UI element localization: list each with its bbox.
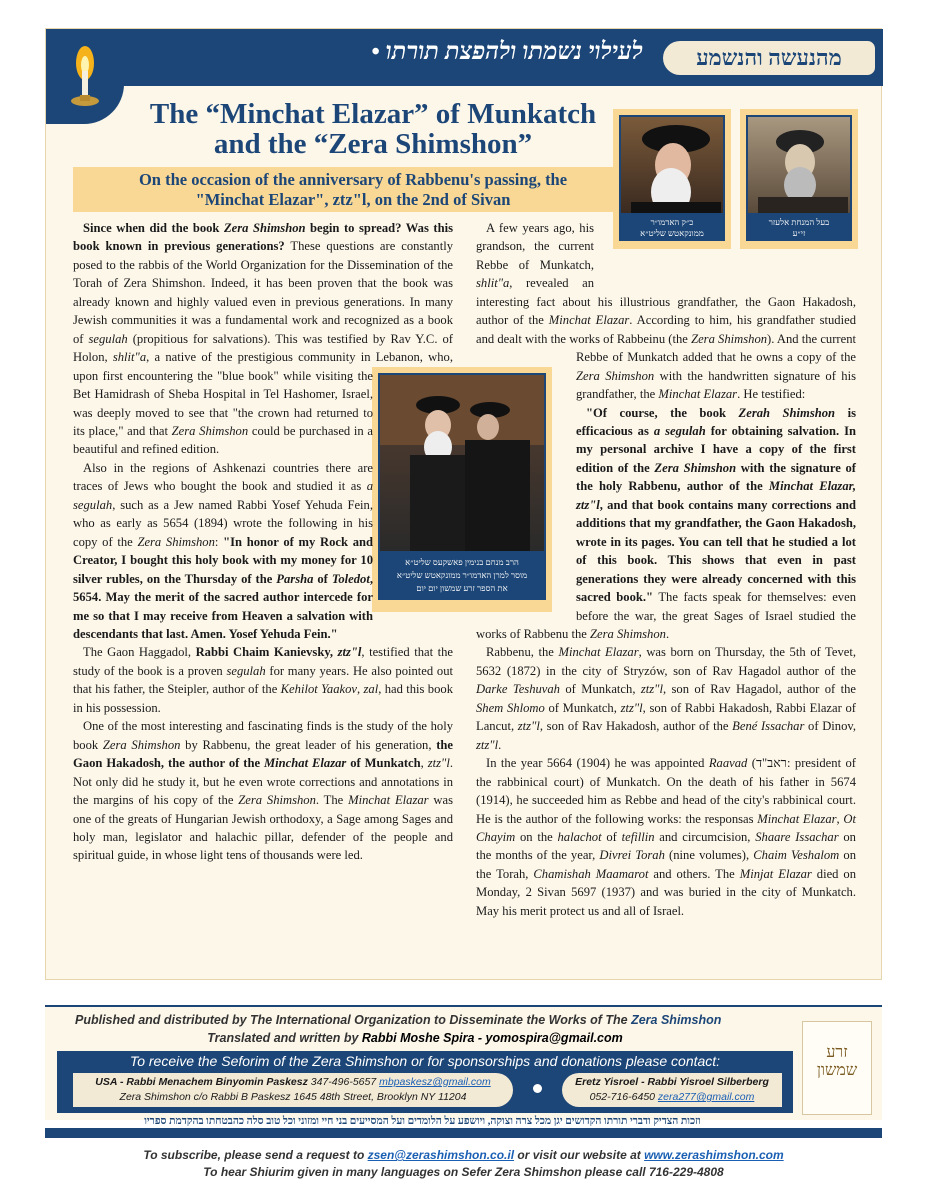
- text-run: with the signature of the holy Rabbenu, author of the: [576, 460, 857, 494]
- text-run: Also in the regions of Ashkenazi countries there are traces of Jews who bought the book and studied it as: [73, 460, 373, 494]
- text-run: Zera Shimshon: [102, 737, 181, 752]
- article-paragraph: [73, 643, 453, 717]
- article-paragraph: [476, 754, 856, 920]
- text-run: Minchat Elazar: [558, 645, 639, 660]
- text-run: , son of Rabbi Hakadosh, Rabbi Elazar of Lancut,: [476, 700, 856, 734]
- hebrew-title: לעילוי נשמתו ולהפצת תורתו •: [371, 39, 643, 65]
- text-run: for many years. He also pointed out that his father, the Steipler, author of the: [73, 663, 453, 697]
- title-line: The “Minchat Elazar” of Munkatch: [149, 98, 597, 130]
- newsletter-page: [45, 28, 882, 980]
- website-link[interactable]: www.zerashimshon.com: [644, 1148, 784, 1162]
- candle-icon: [68, 43, 102, 113]
- text-run: Minchat Elazar: [548, 313, 630, 328]
- rebbe-photo: [619, 115, 725, 215]
- text-run: .: [665, 626, 670, 641]
- text-run: shlit"a: [476, 276, 510, 291]
- usa-address: Zera Shimshon c/o Rabbi B Paskesz 1645 48th Street, Brooklyn NY 11204: [119, 1091, 467, 1103]
- zera-shimshon-logo: זרע שמשון: [802, 1021, 872, 1115]
- photo-caption: כ״ק האדמו״ר ממונקאטש שליט״א: [619, 215, 725, 241]
- text-run: In the year 5664 (1904) he was appointed: [486, 756, 709, 771]
- text-run: ,: [836, 811, 844, 826]
- text-run: ztz"l: [517, 719, 540, 734]
- text-run: and circumcision,: [654, 829, 756, 844]
- publisher-line: Published and distributed by The International Organization to Disseminate the Works of The Zera Shimshon: [75, 1013, 722, 1027]
- separator-dot: [533, 1084, 542, 1093]
- subscribe-line: To subscribe, please send a request to zsen@zerashimshon.co.il or visit our website at www.zerashimshon.com: [143, 1148, 784, 1162]
- text-run: on the months of the year,: [476, 829, 856, 863]
- text-run: Divrei Torah: [599, 848, 665, 863]
- footer: [45, 1005, 882, 1127]
- text-run: died on Monday, 2 Sivan 5697 (1937) and was buried in the city of Munkatch. May his merit protect us and all of Israel.: [476, 866, 857, 918]
- text-run: , son of Rav Hakadosh, author of the: [539, 719, 733, 734]
- subtitle-line: On the occasion of the anniversary of Rabbenu's passing, the: [138, 170, 568, 189]
- text-run: with the handwritten signature of his grandfather, the: [576, 368, 857, 402]
- text-run: Minchat Elazar: [263, 756, 347, 771]
- text-run: was one of the greats of Hungarian Jewish orthodoxy, a Sage among Sages and holy man, legislator and halachic pillar, defender of the people and spiritual guide, in whose light tens of thousands were led.: [73, 793, 453, 863]
- text-run: Zera Shimshon: [238, 793, 316, 808]
- text-run: Parsha: [276, 571, 314, 586]
- text-run: Zera Shimshon: [654, 460, 737, 475]
- text-run: , revealed an interesting fact about his illustrious grandfather, the Gaon Hakadosh, author of the: [476, 276, 856, 328]
- text-run: These questions are constantly posed to the rabbis of the World Organization for the Dissemination of the Torah of Zera Shimshon. Indeed, it has been proven that the book was already known and highly valued even in previous generations. In many Jewish communities it was a fundamental work and recognized as a book of: [73, 239, 453, 346]
- text-run: begin to spread? Was this book known in previous generations?: [73, 221, 453, 254]
- article-title: [138, 99, 608, 159]
- subtitle-line: "Minchat Elazar", ztz"l, on the 2nd of Sivan: [195, 190, 511, 209]
- text-run: , had this book in his possession.: [73, 682, 453, 715]
- footer-bar: [45, 1128, 882, 1138]
- title-line: and the “Zera Shimshon”: [213, 128, 533, 160]
- text-run: Bené Issachar: [732, 719, 805, 734]
- text-run: on the Torah,: [476, 848, 857, 881]
- text-run: Since when did the book: [83, 221, 224, 235]
- text-run: Minjat Elazar: [739, 866, 812, 881]
- text-run: on the: [515, 829, 558, 844]
- text-run: tefillin: [621, 829, 655, 844]
- text-run: could be purchased in a beautiful and refined edition.: [73, 423, 374, 457]
- text-run: is efficacious as: [576, 405, 856, 438]
- text-run: . Not only did he study it, but he even wrote corrections and annotations in the margins of his copy of the: [73, 756, 453, 808]
- text-run: halachot: [557, 829, 602, 844]
- text-run: ztz"l: [620, 700, 643, 715]
- text-run: Kehilot Yaakov: [280, 682, 358, 697]
- israel-email-link[interactable]: zera277@gmail.com: [657, 1091, 755, 1103]
- text-run: a segulah: [73, 479, 373, 512]
- shiurim-line: To hear Shiurim given in many languages on Sefer Zera Shimshon please call 716-229-4808: [203, 1165, 724, 1179]
- header-bar: [46, 29, 883, 86]
- text-run: Zera Shimshon: [590, 626, 666, 641]
- article-paragraph: [73, 717, 453, 865]
- text-run: Shem Shlomo: [476, 700, 545, 715]
- text-run: (propitious for salvations). This was testified by Rav Y.C. of Holon,: [73, 331, 453, 365]
- photo-caption: הרב מנחם בנימין פאשקעס שליט״א מוסר למרן האדמו״ר ממונקאטש שליט״א את הספר זרע שמשון יום יום: [378, 553, 546, 600]
- text-run: ,: [357, 682, 364, 697]
- text-run: Zera Shimshon: [223, 221, 306, 235]
- text-run: Minchat Elazar: [348, 793, 429, 808]
- text-run: Minchat Elazar: [757, 811, 837, 826]
- text-run: segulah: [226, 663, 266, 678]
- usa-email-link[interactable]: mbpaskesz@gmail.com: [379, 1076, 491, 1088]
- translator-line: Translated and written by Rabbi Moshe Spira - yomospira@gmail.com: [207, 1031, 623, 1045]
- text-run: Zera Shimshon: [171, 423, 249, 438]
- text-run: (ראב"ד: president of the rabbinical court) of Munkatch. On the death of his father in 5674 (1914), he succeeded him as Rebbe and head of the city's rabbinical court. He is the author of the following works: the responsas: [476, 756, 856, 826]
- text-run: of Munkatch,: [544, 700, 621, 715]
- text-run: (nine volumes),: [664, 848, 754, 863]
- text-run: , son of Rav Hagadol, author of the: [662, 682, 856, 697]
- text-run: ztz"l: [640, 682, 663, 697]
- text-run: The facts speak for themselves: even before the war, the great Sages of Israel studied the works of Rabbenu the: [476, 590, 856, 641]
- text-run: Chaim Veshalom: [753, 848, 840, 863]
- text-run: and others. The: [648, 866, 740, 881]
- contact-band: [57, 1051, 793, 1113]
- text-run: :: [214, 534, 224, 549]
- text-run: . According to him, his grandfather studied and dealt with the works of Rabbeinu (the: [476, 313, 856, 346]
- text-run: "Of course, the book: [586, 405, 739, 420]
- text-run: Toledot: [331, 571, 370, 586]
- photo-caption: בעל המנחת אלעזר זי״ע: [746, 215, 852, 241]
- subscribe-email-link[interactable]: zsen@zerashimshon.co.il: [367, 1148, 515, 1162]
- text-run: .: [498, 737, 502, 752]
- israel-contact: Eretz Yisroel - Rabbi Yisroel Silberberg 052-716-6450 zera277@gmail.com: [562, 1073, 782, 1107]
- text-run: by Rabbenu, the great leader of his generation,: [180, 737, 437, 752]
- text-run: the Gaon Hakadosh, the author of the: [73, 737, 454, 771]
- contact-heading: To receive the Seforim of the Zera Shimshon or for sponsorships and donations please contact:: [129, 1053, 721, 1069]
- text-run: One of the most interesting and fascinating finds is the study of the holy book: [73, 719, 453, 752]
- article-subtitle: [73, 167, 633, 212]
- text-run: ,: [420, 756, 428, 771]
- text-run: Chamishah Maamarot: [533, 866, 649, 881]
- usa-contact: USA - Rabbi Menachem Binyomin Paskesz 347-496-5657 mbpaskesz@gmail.com Zera Shimshon c/o Rabbi B Paskesz 1645 48th Street, Brooklyn NY 11204: [73, 1073, 513, 1107]
- left-column: [73, 219, 453, 865]
- text-run: Darke Teshuvah: [476, 682, 560, 697]
- text-run: zal: [363, 682, 379, 697]
- text-run: , testified that the study of the book is a proven: [73, 645, 453, 678]
- text-run: a segulah: [653, 423, 706, 438]
- text-run: of: [313, 571, 332, 586]
- text-run: ztz"l: [427, 756, 450, 771]
- text-run: Zera Shimshon: [691, 331, 768, 346]
- text-run: Zerah Shimshon: [738, 405, 836, 420]
- text-run: Zera Shimshon: [576, 368, 655, 383]
- text-run: Zera Shimshon: [137, 534, 215, 549]
- section-ribbon: מהנעשה והנשמע: [663, 41, 875, 75]
- text-run: of Dinov,: [804, 719, 857, 734]
- text-run: Rabbenu, the: [486, 645, 559, 660]
- text-run: Shaare Issachar: [755, 829, 839, 844]
- text-run: Minchat Elazar: [658, 387, 738, 402]
- text-run: shlit"a: [112, 350, 147, 365]
- right-column: [476, 219, 856, 920]
- text-run: , a native of the prestigious community in Lebanon, who, upon first encountering the "blue book" while visiting the Bet Hamidrash of Sheba Hospital in Tel Hashomer, Israel, was deeply moved to see that "the crown had returned to its place," and that: [73, 350, 454, 438]
- header-corner: [46, 29, 124, 124]
- text-run: A few years ago, his grandson, the current Rebbe of Munkatch,: [476, 221, 594, 272]
- text-run: "In honor of my Rock and Creator, I bought this holy book with my money for 10 silver rubles, on the Thursday of the: [73, 534, 373, 586]
- text-run: . He testified:: [737, 387, 806, 402]
- text-run: Minchat Elazar, ztz"l: [576, 479, 856, 512]
- article-paragraph: [476, 643, 856, 754]
- text-run: for obtaining salvation. In my personal archive I have a copy of the first edition of the: [576, 423, 856, 475]
- text-run: ). And the current Rebbe of Munkatch added that he owns a copy of the: [576, 331, 856, 365]
- text-run: Ot Chayim: [476, 811, 856, 844]
- text-run: ztz"l: [337, 645, 362, 660]
- text-run: The Gaon Haggadol,: [83, 645, 196, 660]
- text-run: , was born on Thursday, the 5th of Tevet, 5632 (1872) in the city of Stryzów, son of Rav Hagadol author of the: [476, 645, 856, 678]
- text-run: segulah: [88, 331, 128, 346]
- text-run: . The: [315, 793, 349, 808]
- hebrew-blessing: וזכות הצדיק ודברי תורתו הקדושים יגן מכל צרה וצוקה, ויושפע על הלומדים ועל המסייעים בני חיי ומזוני וכל טוב סלה כהבטחתו בהקדמת ספריו: [144, 1116, 701, 1127]
- text-run: , such as a Jew named Rabbi Yosef Yehuda Fein, who as early as 5654 (1894) wrote the following in his copy of the: [73, 497, 373, 549]
- minchat-elazar-photo: [746, 115, 852, 215]
- text-run: Raavad: [708, 756, 748, 771]
- text-run: of Munkatch,: [559, 682, 641, 697]
- text-run: Rabbi Chaim Kanievsky,: [195, 645, 338, 660]
- text-run: , and that book contains many corrections and additions that my grandfather, the Gaon Hakadosh, wrote in its pages. You can tell that he studied a lot of this book. This shows that even in past generations they were already concerned with this sacred book.": [576, 497, 856, 605]
- text-run: of Munkatch: [346, 756, 421, 771]
- text-run: ztz"l: [476, 737, 499, 752]
- text-run: , 5654. May the merit of the sacred author intercede for me so that I may receive from Heaven a salvation with descendants that last. Amen. Yosef Yehuda Fein.": [73, 571, 373, 641]
- text-run: of: [601, 829, 622, 844]
